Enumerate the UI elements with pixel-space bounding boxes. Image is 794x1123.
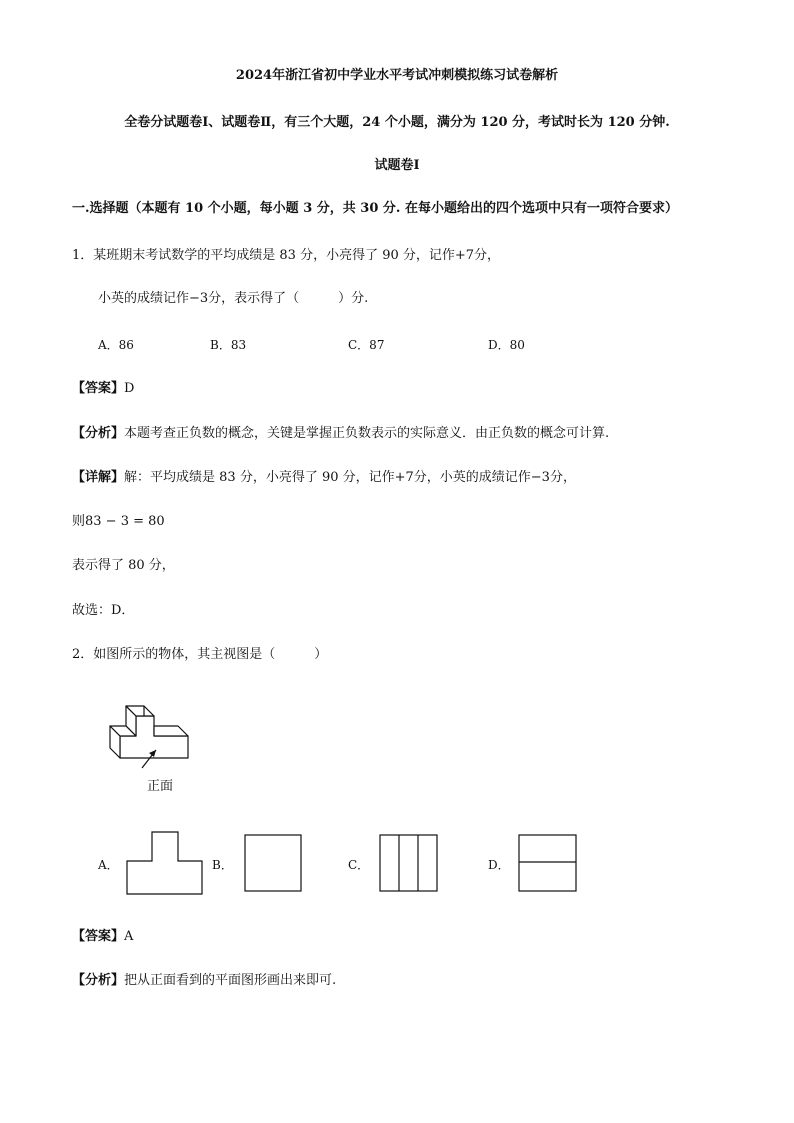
q2-option-b-label: B． [212,858,233,872]
exam-intro: 全卷分试题卷Ⅰ、试题卷Ⅱ，有三个大题，24 个小题，满分为 120 分，考试时长为 120 分钟. [124,115,670,130]
q1-stem-line2: 小英的成绩记作−3分，表示得了（ ）分. [98,291,369,306]
q1-option-a: A．86 [98,338,134,352]
front-view-caption: 正面 [147,779,174,794]
document-title: 2024年浙江省初中学业水平考试冲刺模拟练习试卷解析 [235,68,559,83]
analysis-text: 把从正面看到的平面图形画出来即可. [124,973,337,988]
q1-answer [72,381,134,397]
analysis-label: 【分析】 [72,426,125,441]
q1-stem-line1: 1．某班期末考试数学的平均成绩是 83 分，小亮得了 90 分，记作+7分， [72,248,501,263]
q1-option-d: D．80 [488,338,525,352]
section-heading: 一.选择题（本题有 10 个小题，每小题 3 分，共 30 分. 在每小题给出的四个选项中只有一项符合要求） [72,201,678,216]
q2-option-b-figure [244,834,302,892]
analysis-label: 【分析】 [72,973,125,988]
q2-answer [72,929,133,945]
answer-value: A [124,929,134,944]
q2-analysis [72,973,336,989]
q1-detail [72,470,576,486]
q2-object-figure [100,690,200,770]
q2-option-d-figure [518,834,578,892]
detail-label: 【详解】 [72,470,125,485]
q2-option-a-figure [126,831,204,895]
q2-stem: 2．如图所示的物体，其主视图是（ ） [72,647,328,662]
q1-step-2: 表示得了 80 分， [72,558,175,573]
answer-value: D [124,381,135,396]
detail-text: 解：平均成绩是 83 分，小亮得了 90 分，记作+7分，小英的成绩记作−3分， [124,470,576,485]
q2-option-c-label: C． [348,858,370,872]
q2-option-d-label: D． [488,858,510,872]
part-title: 试题卷Ⅰ [374,158,420,173]
answer-label: 【答案】 [72,381,125,396]
q2-option-a-label: A． [98,858,119,872]
q1-option-c: C．87 [348,338,385,352]
q1-option-b: B．83 [210,338,247,352]
answer-label: 【答案】 [72,929,125,944]
q1-step-3: 故选：D． [72,603,135,618]
q1-analysis [72,426,609,442]
q1-step-1: 则83 − 3 = 80 [72,514,165,529]
q2-option-c-figure [379,834,439,892]
analysis-text: 本题考查正负数的概念，关键是掌握正负数表示的实际意义．由正负数的概念可计算. [124,426,610,441]
